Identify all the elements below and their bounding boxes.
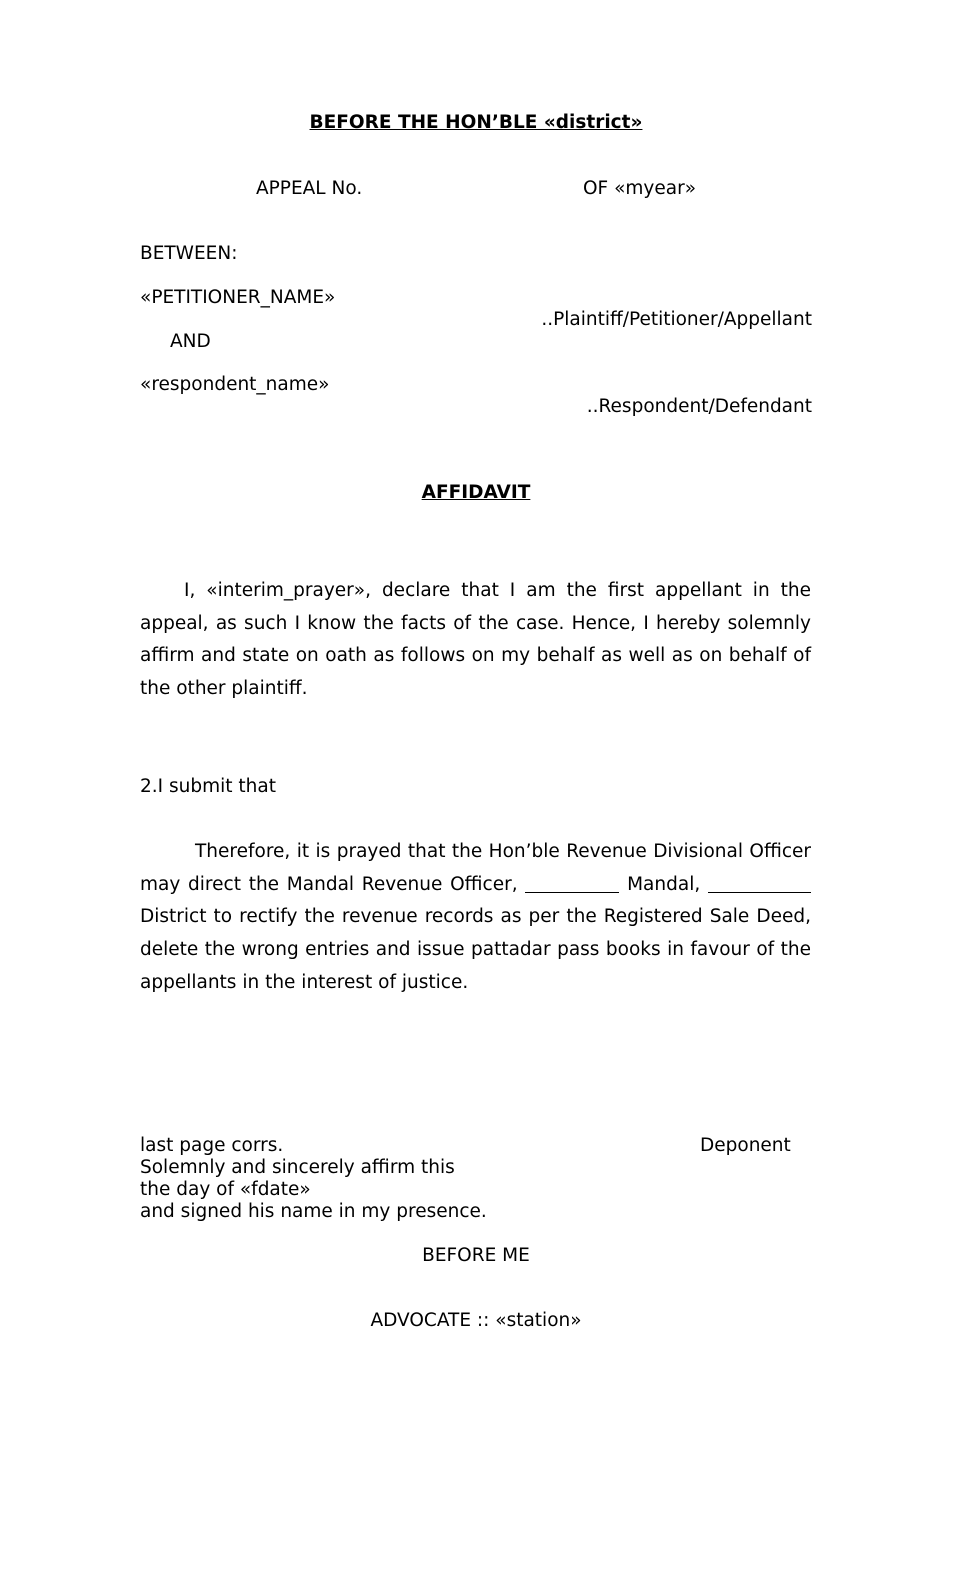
- appeal-year: OF «myear»: [583, 178, 697, 199]
- mandal-blank: [525, 891, 619, 893]
- deponent-label: Deponent: [700, 1135, 791, 1156]
- before-me-label: BEFORE ME: [422, 1245, 530, 1266]
- district-blank: [708, 891, 811, 893]
- and-label: AND: [170, 331, 211, 352]
- appeal-number: APPEAL No.: [256, 178, 363, 199]
- petitioner-name: «PETITIONER_NAME»: [140, 287, 336, 308]
- court-title: BEFORE THE HON’BLE «district»: [309, 112, 643, 133]
- prayer-text-2: Mandal,: [627, 873, 701, 895]
- affirm-line-3: and signed his name in my presence.: [140, 1201, 487, 1222]
- affirm-line-2: the day of «fdate»: [140, 1179, 311, 1200]
- declaration-text: I, «interim_prayer», declare that I am the first appellant in the appeal, as such I know the facts of the case. Hence, I hereby solemnly affirm and state on oath as follows on my behalf as well as on behalf of the other plaintiff.: [140, 580, 811, 700]
- last-page-note: last page corrs.: [140, 1135, 284, 1156]
- affirm-line-1: Solemnly and sincerely affirm this: [140, 1157, 455, 1178]
- respondent-name: «respondent_name»: [140, 374, 330, 395]
- prayer-paragraph: [140, 836, 811, 1000]
- submission-paragraph: 2.I submit that: [140, 776, 276, 797]
- prayer-text-1: Therefore, it is prayed that the Hon’ble Revenue Divisional Officer may direct the Mandal Revenue Officer,: [140, 841, 811, 895]
- respondent-role: ..Respondent/Defendant: [586, 396, 812, 417]
- declaration-paragraph: [140, 575, 811, 706]
- prayer-text-3: District to rectify the revenue records as per the Registered Sale Deed, delete the wrong entries and issue pattadar pass books in favour of the appellants in the interest of justice.: [140, 906, 811, 993]
- petitioner-role: ..Plaintiff/Petitioner/Appellant: [541, 309, 812, 330]
- affidavit-title: AFFIDAVIT: [421, 482, 531, 503]
- between-label: BETWEEN:: [140, 243, 238, 264]
- advocate-station: ADVOCATE :: «station»: [370, 1310, 582, 1331]
